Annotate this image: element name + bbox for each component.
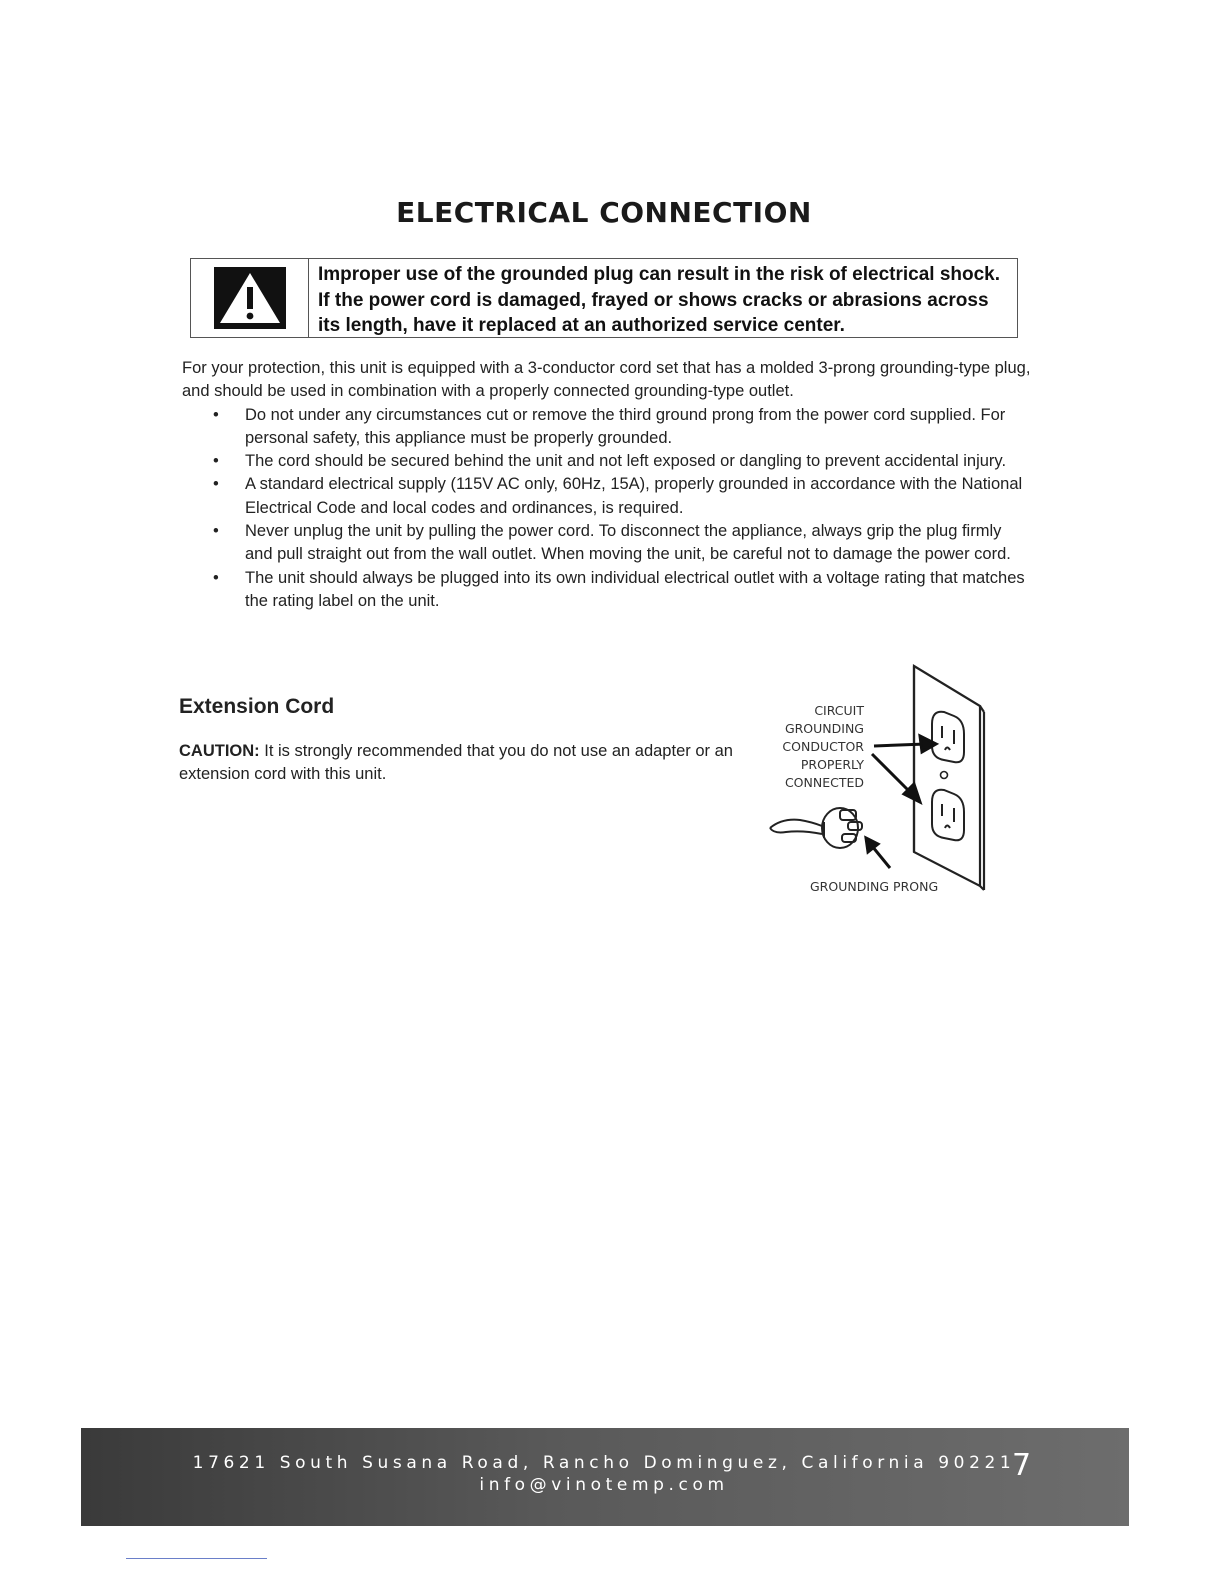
page-footer bbox=[81, 1428, 1129, 1526]
list-item-text: The cord should be secured behind the unit and not left exposed or dangling to prevent accidental injury. bbox=[245, 452, 1007, 471]
page-number: 7 bbox=[1012, 1448, 1032, 1483]
grounding-illustration bbox=[762, 662, 990, 908]
list-item-text: The unit should always be plugged into its own individual electrical outlet with a voltage rating that matches the rating label on the unit. bbox=[245, 568, 1025, 610]
list-item-text: Never unplug the unit by pulling the power cord. To disconnect the appliance, always grip the plug firmly and pull straight out from the wall outlet. When moving the unit, be careful not to damage the power cord. bbox=[245, 522, 1011, 564]
caution-label: CAUTION: bbox=[179, 742, 260, 760]
warning-line: its length, have it replaced at an authorized service center. bbox=[318, 315, 845, 336]
warning-box bbox=[190, 258, 1018, 338]
label-line: PROPERLY bbox=[800, 757, 864, 772]
caution-paragraph bbox=[179, 740, 739, 787]
circuit-label bbox=[768, 702, 864, 792]
warning-line: If the power cord is damaged, frayed or shows cracks or abrasions across bbox=[318, 289, 989, 311]
wall-outlet-icon bbox=[914, 666, 984, 890]
warning-line: Improper use of the grounded plug can result in the risk of electrical shock. bbox=[318, 264, 1001, 285]
caution-text: It is strongly recommended that you do not use an adapter or an extension cord with this unit. bbox=[179, 742, 733, 784]
label-line: CIRCUIT bbox=[814, 703, 864, 718]
list-item-text: Do not under any circumstances cut or remove the third ground prong from the power cord supplied. For personal safety, this appliance must be properly grounded. bbox=[245, 405, 1006, 447]
grounding-prong-label: GROUNDING PRONG bbox=[810, 879, 939, 894]
bullet-icon: • bbox=[213, 522, 219, 541]
list-item bbox=[182, 567, 1032, 614]
label-line: GROUNDING bbox=[784, 721, 864, 736]
footer-contact bbox=[81, 1452, 1127, 1496]
screw-icon bbox=[941, 772, 948, 779]
list-item bbox=[182, 473, 1032, 520]
list-item-text: A standard electrical supply (115V AC only, 60Hz, 15A), properly grounded in accordance with the National Electrical Code and local codes and ordinances, is required. bbox=[245, 475, 1023, 517]
list-item bbox=[182, 404, 1032, 451]
bullet-icon: • bbox=[213, 568, 219, 587]
footer-address: 17621 South Susana Road, Rancho Dominguez, California 90221 bbox=[192, 1453, 1016, 1473]
safety-bullet-list bbox=[182, 404, 1032, 614]
bullet-icon: • bbox=[213, 452, 219, 471]
footer-email: info@vinotemp.com bbox=[479, 1475, 729, 1495]
list-item bbox=[182, 450, 1032, 473]
protection-section bbox=[182, 357, 1032, 613]
lower-receptacle-icon bbox=[932, 790, 964, 841]
link-underline bbox=[126, 1558, 267, 1559]
three-prong-plug-icon bbox=[770, 808, 862, 848]
extension-cord-heading: Extension Cord bbox=[179, 695, 335, 718]
upper-receptacle-icon bbox=[932, 712, 964, 763]
bullet-icon: • bbox=[213, 405, 219, 424]
bullet-icon: • bbox=[213, 475, 219, 494]
label-line: CONNECTED bbox=[784, 775, 864, 790]
arrow-icon bbox=[866, 736, 936, 868]
intro-paragraph: For your protection, this unit is equipped with a 3-conductor cord set that has a molded 3-prong grounding-type plug, and should be used in combination with a properly connected grounding-type outlet. bbox=[182, 359, 1031, 401]
page-title: ELECTRICAL CONNECTION bbox=[396, 196, 812, 229]
list-item bbox=[182, 520, 1032, 567]
warning-text bbox=[309, 259, 1008, 337]
label-line: CONDUCTOR bbox=[782, 739, 864, 754]
warning-icon-cell bbox=[191, 259, 309, 337]
warning-triangle-icon bbox=[214, 267, 286, 329]
